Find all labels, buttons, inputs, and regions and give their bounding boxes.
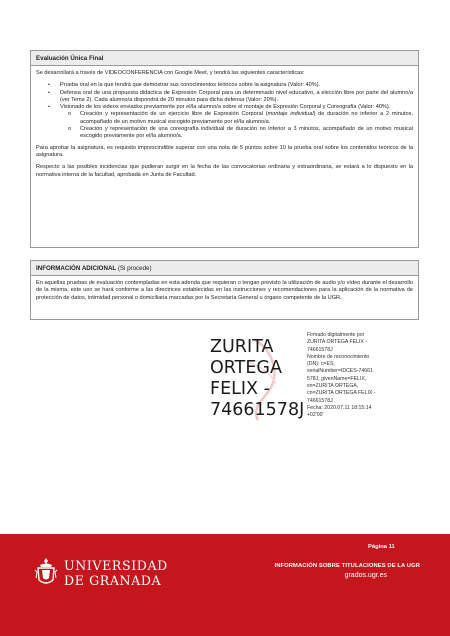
signature-detail-line: +02'00' (307, 412, 324, 419)
requirements-list (36, 82, 413, 140)
signature-detail-line: (DN): c=ES, (307, 361, 335, 368)
signer-name-line: ORTEGA (210, 358, 282, 378)
university-crest-icon (34, 556, 58, 588)
list-item-text: Visionado de los videos enviados previamente por el/la alumno/a sobre el montaje de Expresión Corporal y Coreografía (Valor: 40%). (60, 104, 391, 111)
signer-name-line: 74661578J (210, 400, 305, 420)
sub-item-text: Creación y representación de un ejercicio libre de Expresión Corporal ( (80, 111, 268, 118)
section-body (31, 276, 418, 306)
signature-detail-line: sn=ZURITA ORTEGA, (307, 383, 359, 390)
signer-name (210, 337, 305, 421)
informacion-adicional-section (30, 260, 419, 320)
digital-signature (210, 332, 410, 424)
info-paragraph: En aquellas pruebas de evaluación contempladas en esta adenda que requieran o tengan previsto la utilización de audio y/o vídeo durante el desarrollo de la misma, este uso se hará conforme a las directrices establecidas en las instrucciones y recomendaciones para la aplicación de la normativa de protección de datos, intimidad personal o domiciliaria marcadas por la Secretaría General u órgano competente de la UGR. (36, 280, 413, 301)
page-number: Página 11 (368, 544, 395, 550)
evaluacion-unica-section (30, 50, 419, 248)
signature-detail-line: ZURITA ORTEGA FELIX - (307, 339, 368, 346)
signature-detail-line: 578J, givenName=FELIX, (307, 375, 367, 382)
university-name-line: DE GRANADA (64, 573, 162, 588)
sub-list-item (80, 111, 413, 126)
signer-name-line: ZURITA (210, 337, 274, 357)
sub-item-emphasis: montaje individual (267, 111, 314, 118)
signature-detail-line: cn=ZURITA ORTEGA FELIX - (307, 390, 376, 397)
sub-list-item (80, 126, 413, 141)
signature-detail-line: 74661578J (307, 346, 333, 353)
incidencias-paragraph: Respecto a las posibles incidencias que pudieran surgir en la fecha de las convocatorias ordinaria y extraordinaria, se estará a lo dispuesto en la normativa interna de la facultad, aprobada en Junta de Facultad. (36, 164, 413, 178)
signature-details (307, 332, 411, 420)
section-body (31, 66, 418, 183)
section-heading (31, 261, 418, 276)
aprobar-paragraph: Para aprobar la asignatura, es requisito imprescindible superar con una nota de 5 puntos sobre 10 la prueba oral sobre los contenidos teóricos de la asignatura. (36, 144, 413, 158)
heading-note: (Si procede) (117, 265, 152, 272)
sub-item-text: Creación y representación de una coreografía individual de duración no inferior a 3 minutos, acompañado de un motivo musical escogido previamente por el/la alumno/a. (80, 126, 413, 140)
signature-detail-line: Fecha: 2020.07.11 18:15:14 (307, 404, 372, 411)
website-link[interactable]: grados.ugr.es (344, 572, 387, 579)
list-item: • Defensa oral de una propuesta didáctica de Expresión Corporal para un determinado nivel educativo, a elección libre por parte del alumno/a (ver Tema 2). Cada alumno/a dispondrá de 20 minutos para dicha defensa (Valor: 20%). (60, 90, 413, 105)
signer-name-line: FELIX - (210, 379, 270, 399)
signature-detail-line: serialNumber=IDCES-74661 (307, 368, 373, 375)
section-heading: Evaluación Única Final (31, 51, 418, 66)
list-item: • Prueba oral en la que tendrá que demostrar sus conocimientos teóricos sobre la asignatura (Valor: 40%). (60, 82, 413, 89)
page-footer (0, 534, 450, 636)
sub-list (60, 111, 413, 140)
signature-detail-line: Firmado digitalmente por (307, 332, 365, 338)
titulaciones-info: INFORMACIÓN SOBRE TITULACIONES DE LA UGR (274, 563, 420, 569)
sub-item-text-end: ) de duración no inferior a 2 minutos, acompañado de un motivo musical escogido previamente por el/la alumno/a. (80, 111, 414, 125)
signature-detail-line: 74661578J (307, 397, 333, 404)
intro-paragraph: Se desarrollará a través de VIDEOCONFERENCIA con Google Meet, y tendrá las siguientes características: (36, 70, 305, 76)
signature-detail-line: Nombre de reconocimiento (307, 353, 370, 360)
list-item (60, 104, 413, 140)
university-name-line: UNIVERSIDAD (64, 558, 168, 573)
university-name (64, 558, 168, 588)
heading-title: INFORMACIÓN ADICIONAL (36, 265, 117, 272)
